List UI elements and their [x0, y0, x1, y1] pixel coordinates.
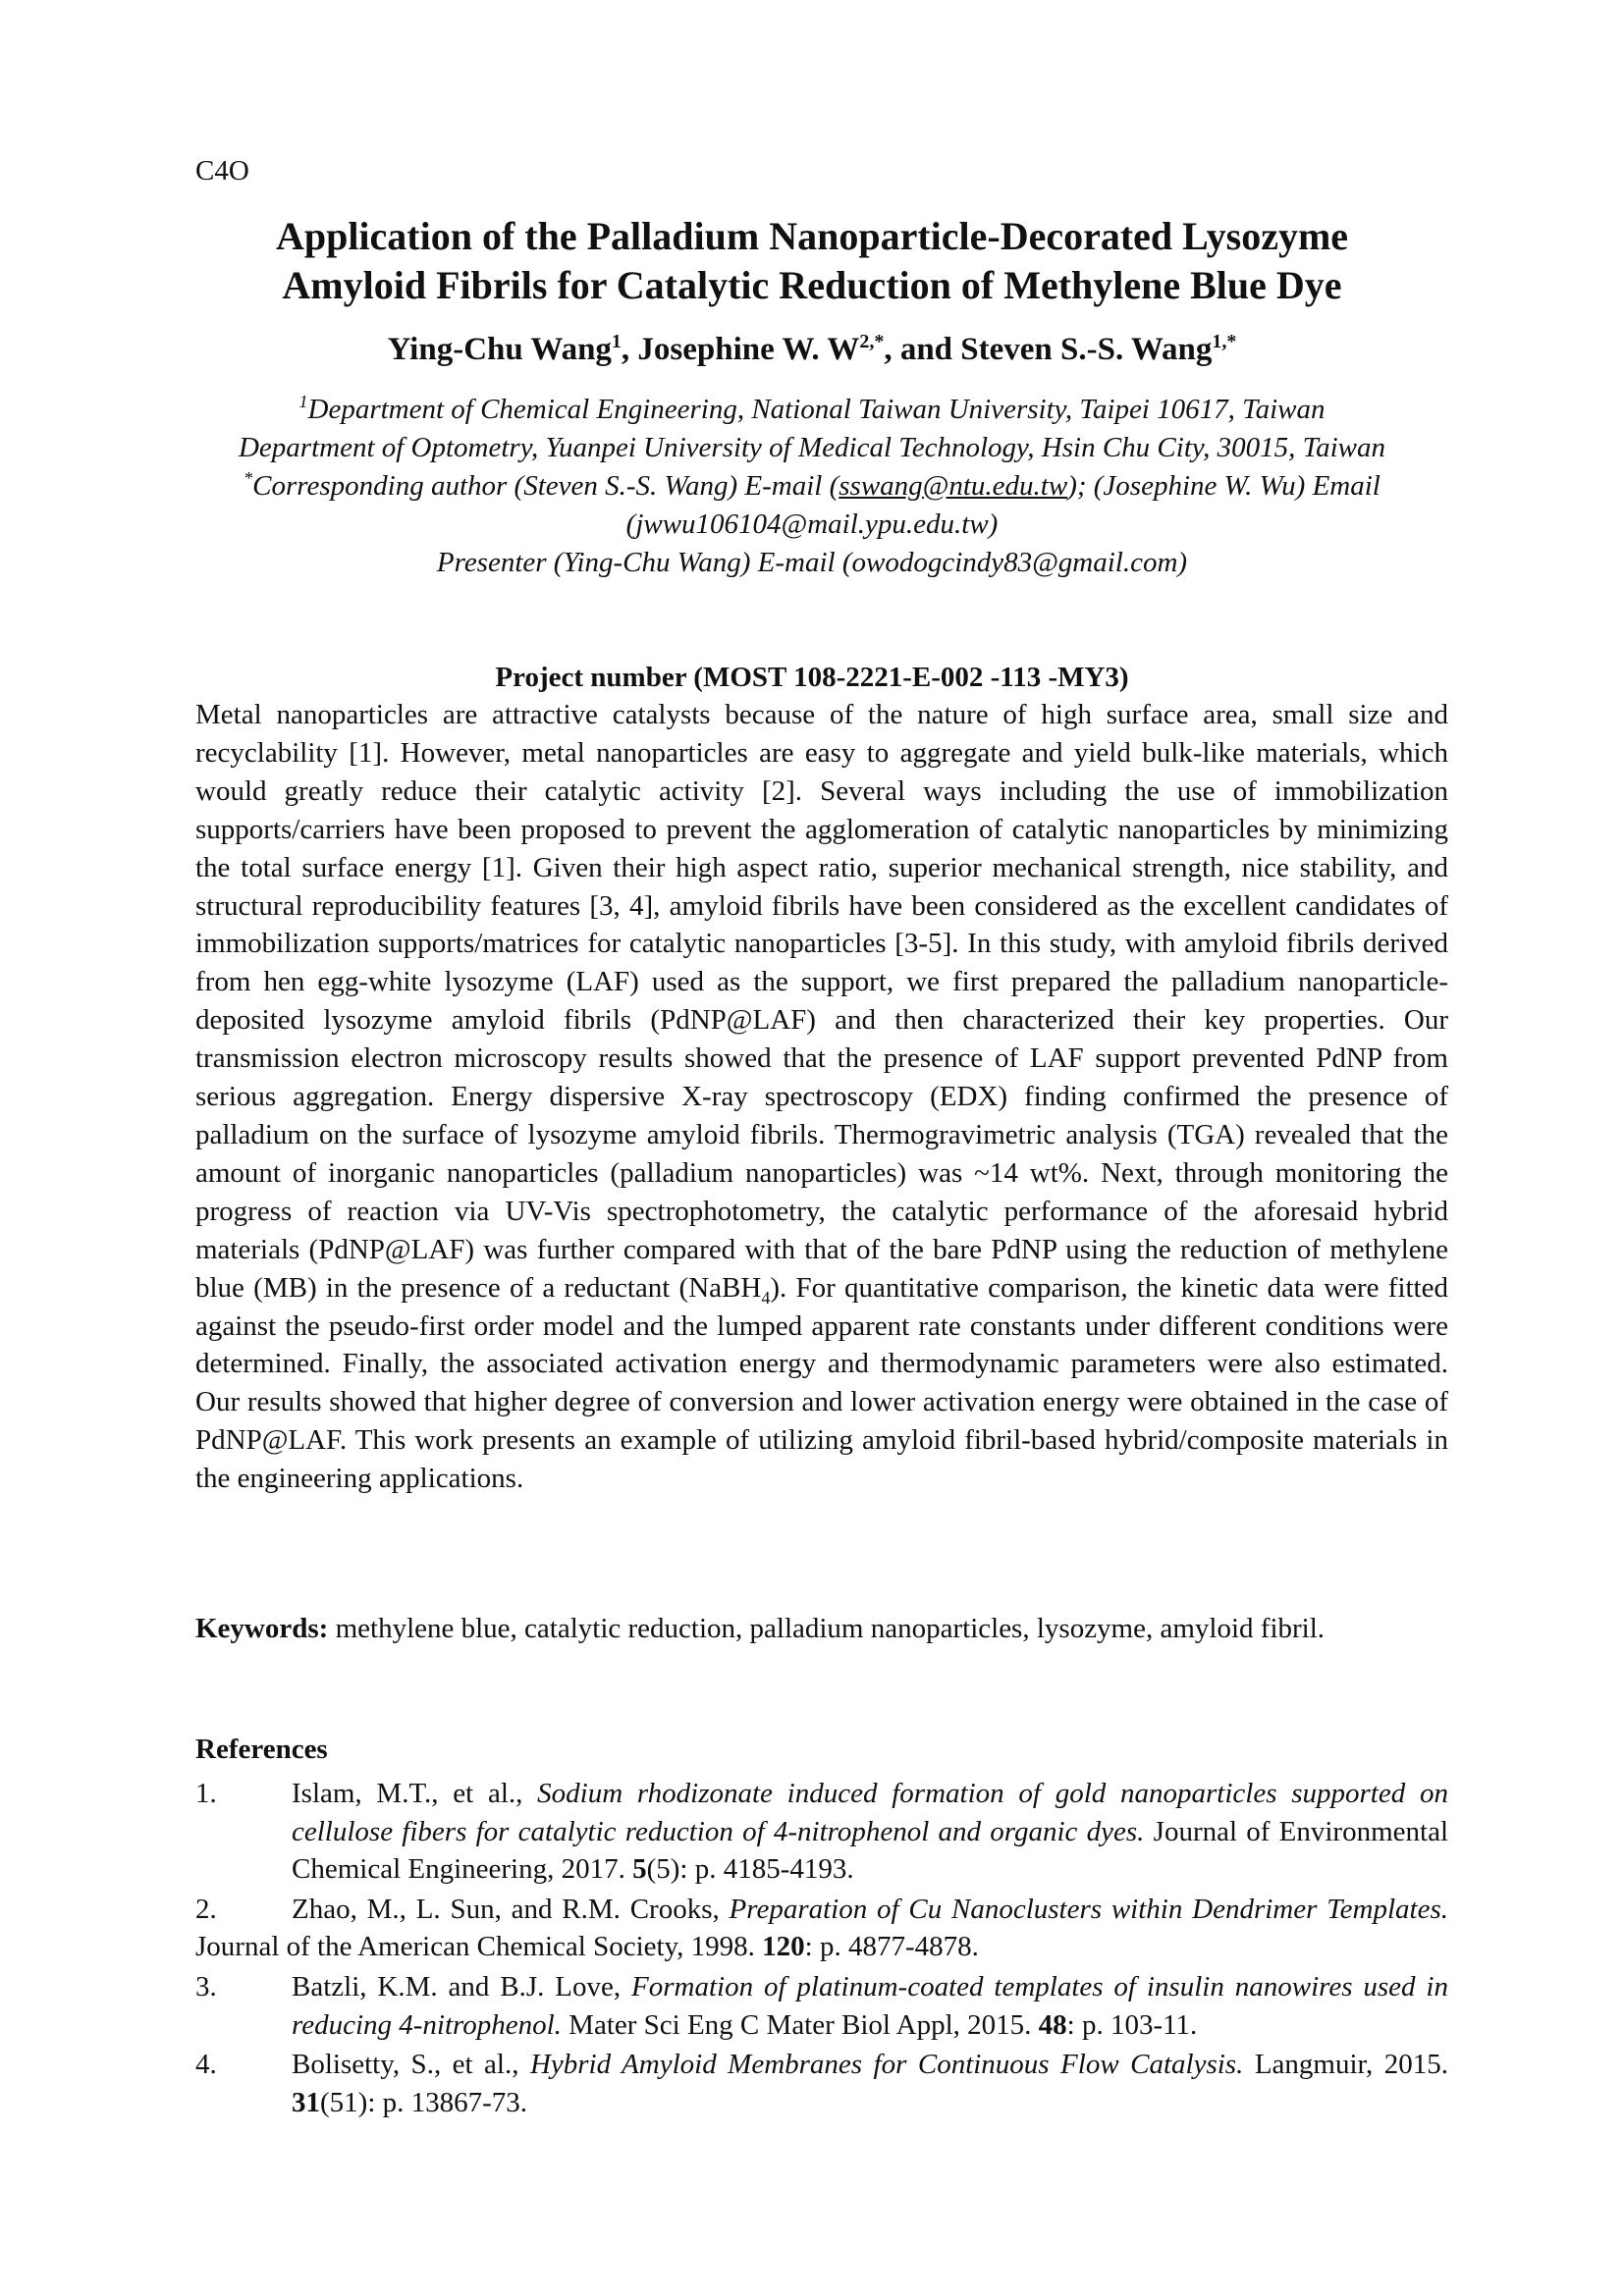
reference-item-4: 4. Bolisetty, S., et al., Hybrid Amyloid Membranes for Continuous Flow Catalysis. Langmuir, 2015. 31(51): p. 13867-73.	[195, 2049, 1448, 2118]
affiliation-1: $^1$Department of Chemical Engineering, National Taiwan University, Taipei 10617, Taiwan	[298, 392, 1326, 425]
author-3: , and Steven S.-S. Wang	[884, 332, 1213, 367]
affiliations	[177, 391, 1447, 582]
abstract-body: Metal nanoparticles are attractive catalysts because of the nature of high surface area, small size and recyclability [1]. However, metal nanoparticles are easy to aggregate and yield bulk-like materials, which would greatly reduce their catalytic activity [2]. Several ways including the use of immobilization supports/carriers have been proposed to prevent the agglomeration of catalytic nanoparticles by minimizing the total surface energy [1]. Given their high aspect ratio, superior mechanical strength, nice stability, and structural reproducibility features [3, 4], amyloid fibrils have been considered as the excellent candidates of immobilization supports/matrices for catalytic nanoparticles [3-5]. In this study, with amyloid fibrils derived from hen egg-white lysozyme (LAF) used as the support, we first prepared the palladium nanoparticle-deposited lysozyme amyloid fibrils (PdNP@LAF) and then characterized their key properties. Our transmission electron microscopy results showed that the presence of LAF support prevented PdNP from serious aggregation. Energy dispersive X-ray spectroscopy (EDX) finding confirmed the presence of palladium on the surface of lysozyme amyloid fibrils. Thermogravimetric analysis (TGA) revealed that the amount of inorganic nanoparticles (palladium nanoparticles) was ~14 wt%. Next, through monitoring the progress of reaction via UV-Vis spectrophotometry, the catalytic performance of the aforesaid hybrid materials (PdNP@LAF) was further compared with that of the bare PdNP using the reduction of methylene blue (MB) in the presence of a reductant (NaBH$_4$). For quantitative comparison, the kinetic data were fitted against the pseudo-first order model and the lumped apparent rate constants under different conditions were determined. Finally, the associated activation energy and thermodynamic parameters were also estimated. Our results showed that higher degree of conversion and lower activation energy were obtained in the case of PdNP@LAF. This work presents an example of utilizing amyloid fibril-based hybrid/composite materials in the engineering applications.	[195, 699, 1448, 1495]
paper-code: C4O	[195, 155, 249, 187]
references-heading: References	[195, 1734, 328, 1765]
author-1: Ying-Chu Wang	[387, 332, 612, 367]
affiliation-2: Department of Optometry, Yuanpei University of Medical Technology, Hsin Chu City, 30015, Taiwan	[238, 432, 1386, 463]
author-2: , Josephine W. W	[621, 332, 860, 367]
reference-item-1: 1. Islam, M.T., et al., Sodium rhodizonate induced formation of gold nanoparticles supported on cellulose fibers for catalytic reduction of 4-nitrophenol and organic dyes. Journal of Environmental Chemical Engineering, 2017. 5(5): p. 4185-4193.	[195, 1778, 1449, 1886]
reference-item-2: 2. Zhao, M., L. Sun, and R.M. Crooks, Preparation of Cu Nanoclusters within Dendrimer Templates. Journal of the American Chemical Society, 1998. 120: p. 4877-4878.	[195, 1893, 1448, 1963]
reference-item-3: 3. Batzli, K.M. and B.J. Love, Formation of platinum-coated templates of insulin nanowires used in reducing 4-nitrophenol. Mater Sci Eng C Mater Biol Appl, 2015. 48: p. 103-11.	[195, 1970, 1448, 2041]
corresponding-email-link[interactable]: sswang@ntu.edu.tw	[839, 470, 1068, 502]
reference-list	[195, 1775, 1448, 2123]
project-number: Project number (MOST 108-2221-E-002 -113 -MY3)	[495, 662, 1129, 693]
title-line-2: Amyloid Fibrils for Catalytic Reduction of Methylene Blue Dye	[282, 263, 1342, 307]
author-list	[157, 330, 1467, 369]
paper-title	[157, 212, 1467, 310]
author-3-affil: 1,*	[1212, 331, 1237, 352]
presenter: Presenter (Ying-Chu Wang) E-mail (owodogcindy83@gmail.com)	[436, 547, 1188, 578]
keywords-text: methylene blue, catalytic reduction, palladium nanoparticles, lysozyme, amyloid fibril.	[328, 1613, 1326, 1644]
keywords-label: Keywords:	[195, 1613, 329, 1644]
author-1-affil: 1	[611, 331, 622, 352]
keywords	[195, 1610, 1448, 1648]
corresponding-author: *Corresponding author (Steven S.-S. Wang) E-mail (sswang@ntu.edu.tw); (Josephine W. Wu) Email (jwwu106104@mail.ypu.edu.tw)	[244, 468, 1380, 540]
title-line-1: Application of the Palladium Nanoparticle-Decorated Lysozyme	[275, 214, 1349, 258]
author-2-affil: 2,*	[859, 331, 885, 352]
